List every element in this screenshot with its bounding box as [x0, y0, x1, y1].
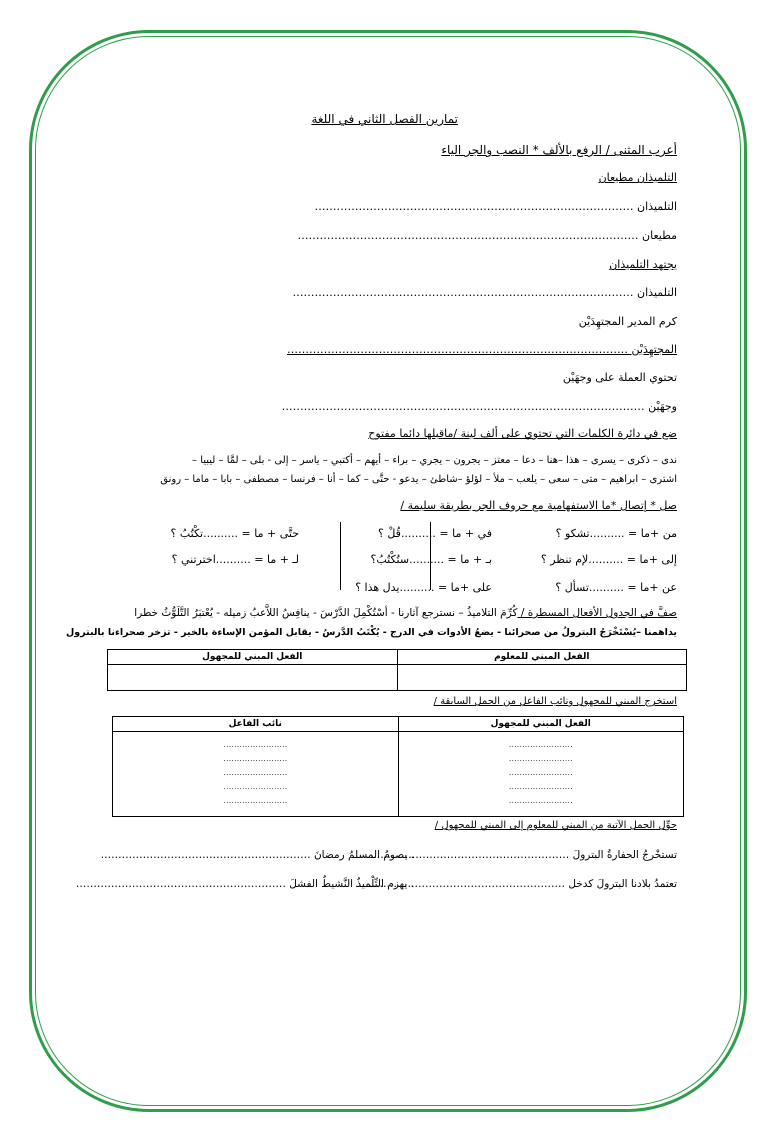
answer-line: ……………………: [508, 796, 573, 805]
q4-table-cell[interactable]: [108, 665, 398, 691]
q5-table-cell[interactable]: [113, 732, 399, 817]
page-title: تمارين الفصل الثاني في اللغة: [311, 112, 458, 126]
q3-item: حتَّى + ما = ..........تكْتُبُ ؟: [170, 527, 299, 540]
q5-table: [112, 716, 684, 817]
q5-heading: استخرج المبني للمجهول ونائب الفاعل من الجمل السابقة /: [433, 696, 677, 707]
q1-sentence-4: تحتوي العملة على وجهَيْن: [562, 371, 677, 384]
q6-item: . يصومُ المسلمُ رمضانَ ……………………………………………………: [100, 849, 414, 861]
q6-item: تعتمدُ بلادنا البترولَ كدخل ……………………………………………………: [355, 878, 677, 890]
q3-item: لـ + ما = ..........اخترتني ؟: [171, 553, 299, 566]
q4-sentences-2: يداهمنا –يُسْتَخْرَجُ البترولُ من صحرائنا - يضعُ الأدوات في الدرج - يُكْتَبُ الدَّرسُ - يقابل المؤمن الإساءة بالخير - تزخر صحراءنا بالبترول: [66, 627, 677, 638]
q1-answer-1: التلميذان ……………………………………………………………………………: [314, 200, 677, 213]
q5-table-cell[interactable]: [398, 732, 684, 817]
answer-line: ……………………: [508, 740, 573, 749]
q1-heading: أعرب المثنى / الرفع بالألف * النصب والجر الياء: [441, 143, 677, 157]
answer-line: ……………………: [508, 754, 573, 763]
q1-sentence-3: كرم المدير المجتهِدَيْن: [578, 315, 677, 328]
q3-item: بـ + ما = ..........ستُكْتُبُ؟: [370, 553, 492, 566]
q4-line-1: [134, 606, 677, 620]
q4-table-header: الفعل المبني للمجهول: [108, 650, 398, 665]
q4-table: [107, 649, 687, 691]
q4-sentences-1: كُرِّمَ التلاميذُ – نسترجع آثارنا - أسْتُكْمِلَ الدَّرْسَ - ينافِسُ اللاَّعبُ زميله - يُعْتبَرُ التَّلَوُّثُ خطرا: [134, 607, 518, 619]
q1-answer-3: التلميذان …………………………………………………………………………………: [292, 286, 677, 299]
q3-item: في + ما = ..........قُلْ ؟: [378, 527, 492, 540]
q1-answer-2: مطيعان …………………………………………………………………………………: [297, 229, 677, 242]
q2-heading: ضع في دائرة الكلمات التي تحتوي على ألف لينة /ماقبلها دائما مفتوح: [368, 427, 677, 440]
q2-line-1: ندى – ذكرى – يسرى – هذا –هنا – دعا – معتز – يجرون – يجري – براء – أيهم – أكتبي – ياسر – إلى - بلى – لمَّا – ليبيا –: [192, 455, 677, 466]
q1-answer-5: وجهَيْن ………………………………………………………………………………………: [281, 400, 677, 413]
answer-line: ……………………: [223, 740, 288, 749]
q5-table-header: نائب الفاعل: [113, 717, 399, 732]
q3-heading: صل * إتصال *ما الاستفهامية مع حروف الجر بطريقة سليمة /: [400, 499, 677, 512]
q3-item: إلى +ما = ..........لإم تنظر ؟: [540, 553, 677, 566]
q4-table-cell[interactable]: [397, 665, 687, 691]
answer-line: ……………………: [223, 796, 288, 805]
q2-line-2: اشترى – ابراهيم – متى – سعى – يلعب – ملأ – لؤلؤ –شاطئ – يدعو - حتَّى – كما – أنا – فرنسا – مصطفى – بابا – ماما – رونق: [160, 474, 677, 485]
answer-line: ……………………: [223, 754, 288, 763]
q6-heading: حوِّل الجمل الآتية من المبني للمعلوم إلى المبني للمجهول /: [434, 820, 677, 831]
q3-item: من +ما = ..........تشكو ؟: [555, 527, 677, 540]
q3-item: عن +ما = ..........تسأل ؟: [555, 581, 677, 594]
answer-line: ……………………: [223, 768, 288, 777]
q6-item: تستخْرجُ الحفارةُ البترولَ ……………………………………………………: [359, 849, 677, 861]
answer-line: ……………………: [223, 782, 288, 791]
q1-sentence-2: يجتهد التلميذان: [609, 258, 677, 271]
answer-line: ……………………: [508, 782, 573, 791]
q4-table-header: الفعل المبني للمعلوم: [397, 650, 687, 665]
column-divider: [340, 522, 341, 590]
q1-answer-4: المجتهِدَيْن …………………………………………………………………………………: [287, 343, 677, 356]
q4-heading: صفَّ في الجدول الأفعال المسطرة /: [517, 607, 677, 619]
q1-sentence-1: التلميذان مطيعان: [598, 171, 677, 184]
answer-line: ……………………: [508, 768, 573, 777]
q5-table-header: الفعل المبني للمجهول: [398, 717, 684, 732]
q6-item: . يهزم التِّلْميذُ النَّشيطُ الفشلَ ……………………………………………………: [75, 878, 414, 890]
q3-item: على +ما = ..........يدل هذا ؟: [355, 581, 492, 594]
